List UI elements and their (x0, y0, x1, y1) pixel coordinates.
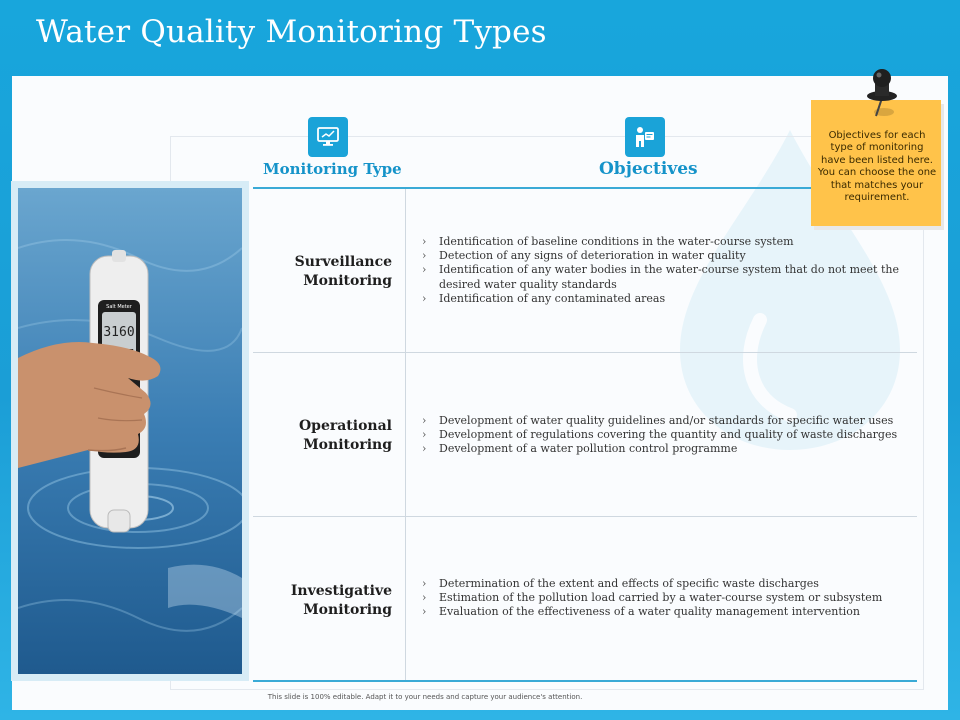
computer-monitor-icon (308, 117, 348, 157)
list-item: › Development of water quality guidelines and/or standards for specific water uses (420, 414, 910, 428)
presenter-icon (625, 117, 665, 157)
objectives-header: Objectives (599, 159, 698, 179)
list-item: › Identification of any water bodies in the water-course system that do not meet the desired water quality standards (420, 263, 910, 291)
row-divider (253, 516, 917, 517)
monitoring-type-label: Surveillance Monitoring (294, 254, 392, 289)
list-item: › Development of regulations covering the quantity and quality of waste discharges (420, 428, 910, 442)
list-item: › Detection of any signs of deterioration in water quality (420, 249, 910, 263)
push-pin-icon (862, 68, 902, 120)
column-divider (405, 189, 406, 680)
list-item: › Identification of baseline conditions in the water-course system (420, 235, 910, 249)
list-item: › Determination of the extent and effects of specific waste discharges (420, 577, 910, 591)
objectives-list (420, 235, 910, 306)
objectives-list (420, 577, 910, 620)
objectives-list (420, 414, 910, 457)
list-item: › Identification of any contaminated areas (420, 292, 910, 306)
list-item: › Development of a water pollution control programme (420, 442, 910, 456)
water-meter-illustration (18, 188, 242, 674)
list-item: › Evaluation of the effectiveness of a water quality management intervention (420, 605, 910, 619)
monitoring-type-label: Investigative Monitoring (290, 583, 392, 618)
meter-reading-top: 3160 (103, 325, 135, 340)
monitoring-type-header: Monitoring Type (263, 160, 402, 178)
row-divider (253, 352, 917, 353)
meter-brand: Salt Meter (106, 304, 132, 310)
sticky-note-text: Objectives for each type of monitoring have been listed here. You can choose the one that matches your requirement. (817, 130, 937, 204)
slide-title: Water Quality Monitoring Types (36, 14, 547, 50)
footer-note: This slide is 100% editable. Adapt it to your needs and capture your audience's attention. (267, 693, 583, 701)
water-meter-photo (11, 181, 249, 681)
footer-divider (253, 680, 917, 682)
monitoring-type-label: Operational Monitoring (298, 418, 392, 453)
list-item: › Estimation of the pollution load carried by a water-course system or subsystem (420, 591, 910, 605)
